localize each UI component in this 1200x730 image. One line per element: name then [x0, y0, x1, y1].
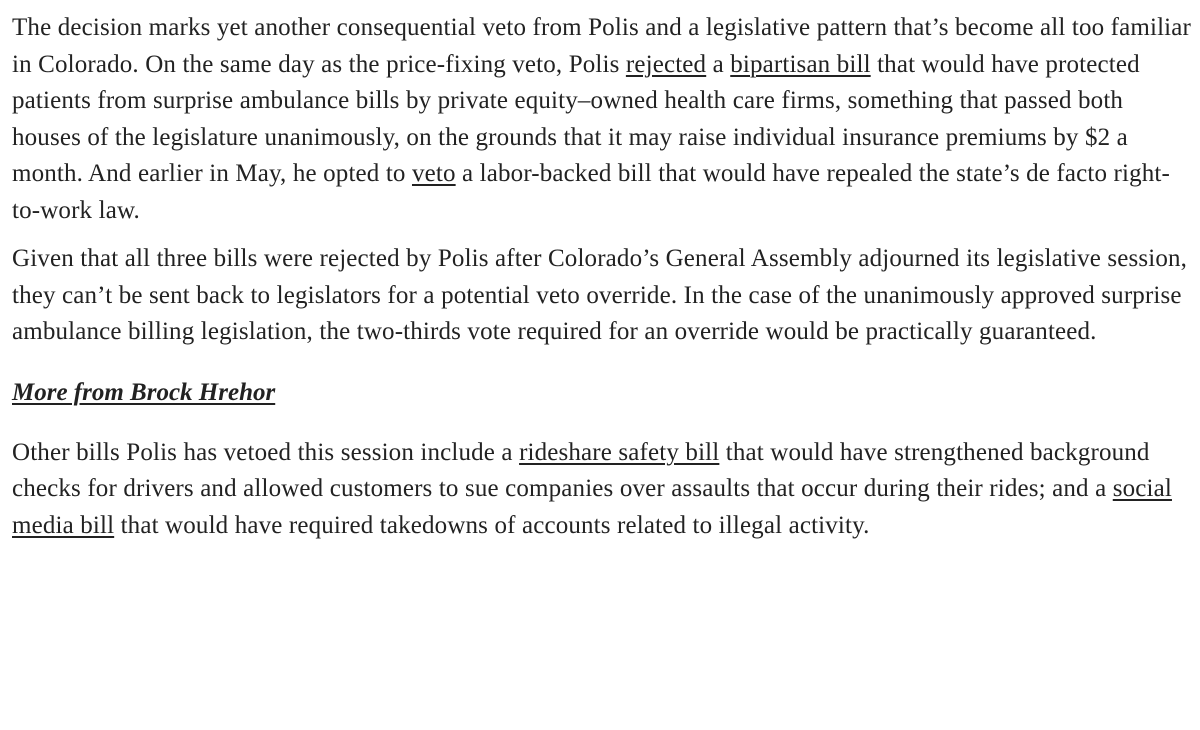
veto-link[interactable]: veto	[411, 160, 456, 187]
more-from-author	[12, 375, 1194, 411]
more-from-author-link[interactable]: More from Brock Hrehor	[12, 378, 276, 406]
rejected-link[interactable]: rejected	[625, 50, 707, 78]
paragraph-text: that would have protected patients from surprise ambulance bills by private equity–owned health care firms, something that passed both houses of the legislature unanimously, on the grounds that it may raise individual insurance premiums by $2 a month. And earlier in May, he opted to	[12, 50, 1140, 187]
paragraph-text: a	[706, 50, 731, 78]
social-media-bill-link[interactable]: social media bill	[12, 475, 1172, 539]
paragraph-text: The decision marks yet another consequential veto from Polis and a legislative pattern that’s become all too familiar in Colorado. On the same day as the price-fixing veto, Polis	[12, 14, 1191, 78]
paragraph-text: a labor-backed bill that would have repealed the state’s de facto right-to-work law.	[12, 160, 1170, 224]
paragraph-veto-override: Given that all three bills were rejected by Polis after Colorado’s General Assembly adjourned its legislative session, they can’t be sent back to legislators for a potential veto override. In the case of the unanimously approved surprise ambulance billing legislation, the two-thirds vote required for an override would be practically guaranteed.	[12, 245, 1188, 345]
article-body	[12, 10, 1194, 544]
paragraph-text: that would have strengthened background checks for drivers and allowed customers to sue companies over assaults that occur during their rides; and a	[12, 438, 1150, 502]
paragraph-other-vetoes	[12, 435, 1194, 545]
rideshare-safety-bill-link[interactable]: rideshare safety bill	[519, 438, 720, 466]
bipartisan-bill-link[interactable]: bipartisan bill	[730, 50, 871, 78]
paragraph-text: Other bills Polis has vetoed this session include a	[12, 438, 520, 466]
paragraph-veto-pattern	[12, 10, 1194, 229]
paragraph-text: that would have required takedowns of accounts related to illegal activity.	[114, 511, 870, 539]
